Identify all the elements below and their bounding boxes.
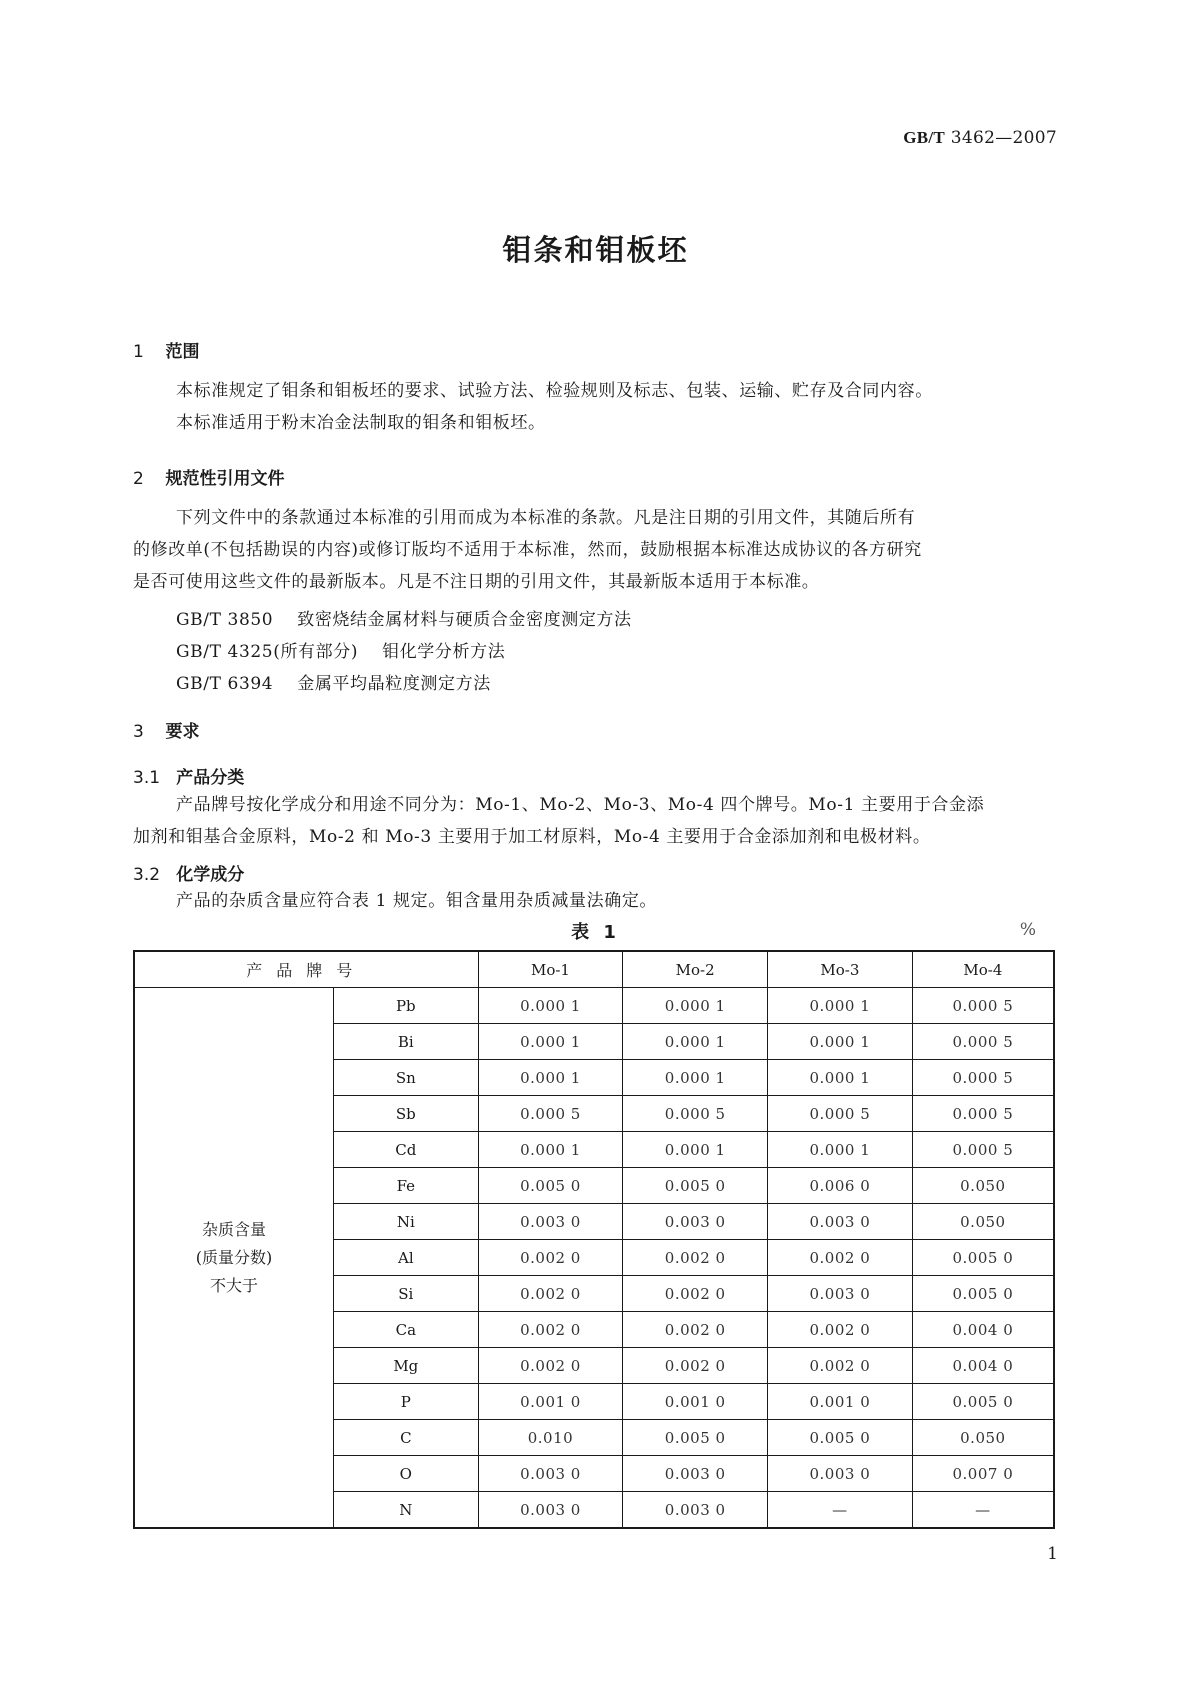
value-cell: 0.003 0 [623, 1456, 768, 1492]
reference-title: 钼化学分析方法 [382, 642, 506, 662]
value-cell: 0.002 0 [478, 1240, 623, 1276]
section-3-1-para-line-1: 产品牌号按化学成分和用途不同分为：Mo-1、Mo-2、Mo-3、Mo-4 四个牌号。Mo-1 主要用于合金添 [176, 795, 985, 815]
element-cell: Pb [333, 988, 478, 1024]
value-cell: 0.001 0 [623, 1384, 768, 1420]
value-cell: 0.000 1 [478, 1024, 623, 1060]
value-cell: 0.005 0 [623, 1168, 768, 1204]
reference-code: GB/T 6394 [176, 674, 274, 694]
value-cell: 0.002 0 [623, 1312, 768, 1348]
value-cell: 0.003 0 [623, 1204, 768, 1240]
value-cell: 0.000 1 [768, 1060, 913, 1096]
document-title: 钼条和钼板坯 [502, 233, 689, 267]
value-cell: 0.000 5 [768, 1096, 913, 1132]
section-title: 化学成分 [176, 865, 245, 885]
value-cell: 0.005 0 [478, 1168, 623, 1204]
value-cell: 0.002 0 [623, 1240, 768, 1276]
value-cell: 0.050 [912, 1420, 1054, 1456]
value-cell: 0.005 0 [912, 1276, 1054, 1312]
element-cell: Mg [333, 1348, 478, 1384]
value-cell: 0.003 0 [768, 1204, 913, 1240]
impurity-group-label [134, 988, 333, 1529]
reference-title: 致密烧结金属材料与硬质合金密度测定方法 [297, 610, 632, 630]
header-grade: Mo-4 [912, 951, 1054, 988]
value-cell: 0.000 5 [912, 1132, 1054, 1168]
value-cell: 0.005 0 [912, 1240, 1054, 1276]
section-2-para-line-1: 下列文件中的条款通过本标准的引用而成为本标准的条款。凡是注日期的引用文件，其随后所有 [176, 508, 916, 528]
value-cell: 0.000 1 [478, 1132, 623, 1168]
value-cell: 0.000 1 [768, 988, 913, 1024]
value-cell: 0.002 0 [478, 1312, 623, 1348]
section-2-heading [133, 464, 284, 489]
value-cell: 0.002 0 [623, 1276, 768, 1312]
value-cell: 0.002 0 [768, 1348, 913, 1384]
element-cell: Cd [333, 1132, 478, 1168]
value-cell: — [912, 1492, 1054, 1529]
section-number: 2 [133, 469, 144, 489]
value-cell: 0.000 1 [623, 988, 768, 1024]
value-cell: 0.003 0 [478, 1204, 623, 1240]
section-title: 范围 [165, 342, 200, 362]
value-cell: 0.001 0 [478, 1384, 623, 1420]
group-label-line: (质量分数) [195, 1247, 273, 1267]
element-cell: Fe [333, 1168, 478, 1204]
element-cell: Bi [333, 1024, 478, 1060]
value-cell: 0.000 5 [478, 1096, 623, 1132]
value-cell: 0.001 0 [768, 1384, 913, 1420]
impurity-table [133, 950, 1055, 1529]
standard-code [903, 128, 1057, 148]
section-number: 1 [133, 342, 144, 362]
element-cell: N [333, 1492, 478, 1529]
value-cell: 0.002 0 [623, 1348, 768, 1384]
element-cell: Ni [333, 1204, 478, 1240]
value-cell: 0.050 [912, 1204, 1054, 1240]
value-cell: 0.002 0 [478, 1276, 623, 1312]
reference-item [176, 669, 491, 694]
page-number: 1 [1047, 1544, 1058, 1564]
section-number: 3.2 [133, 865, 161, 885]
standard-code-prefix: GB/T [903, 128, 946, 147]
value-cell: 0.006 0 [768, 1168, 913, 1204]
reference-title: 金属平均晶粒度测定方法 [297, 674, 491, 694]
value-cell: 0.003 0 [623, 1492, 768, 1529]
section-number: 3 [133, 722, 144, 742]
table-row [134, 988, 1054, 1024]
value-cell: 0.007 0 [912, 1456, 1054, 1492]
group-label-line: 不大于 [209, 1275, 258, 1295]
section-3-1-heading [133, 763, 244, 788]
element-cell: Sb [333, 1096, 478, 1132]
section-3-heading [133, 717, 199, 742]
element-cell: C [333, 1420, 478, 1456]
section-1-para-1: 本标准规定了钼条和钼板坯的要求、试验方法、检验规则及标志、包装、运输、贮存及合同内容。 [176, 381, 933, 401]
value-cell: 0.000 5 [912, 1060, 1054, 1096]
value-cell: 0.000 5 [912, 988, 1054, 1024]
header-product-grade: 产品牌号 [134, 951, 478, 988]
value-cell: 0.050 [912, 1168, 1054, 1204]
table-unit: % [1019, 920, 1036, 940]
section-title: 产品分类 [176, 768, 245, 788]
value-cell: 0.000 1 [478, 1060, 623, 1096]
section-3-1-para-line-2: 加剂和钼基合金原料，Mo-2 和 Mo-3 主要用于加工材原料，Mo-4 主要用于合金添加剂和电极材料。 [133, 827, 931, 847]
header-grade: Mo-1 [478, 951, 623, 988]
element-cell: Al [333, 1240, 478, 1276]
value-cell: 0.000 1 [623, 1132, 768, 1168]
value-cell: 0.002 0 [768, 1240, 913, 1276]
value-cell: 0.000 5 [912, 1024, 1054, 1060]
header-grade: Mo-3 [768, 951, 913, 988]
section-number: 3.1 [133, 768, 161, 788]
header-grade: Mo-2 [623, 951, 768, 988]
reference-item [176, 637, 505, 662]
section-title: 规范性引用文件 [165, 469, 285, 489]
value-cell: 0.003 0 [768, 1276, 913, 1312]
value-cell: 0.004 0 [912, 1348, 1054, 1384]
reference-code: GB/T 4325(所有部分) [176, 642, 359, 662]
element-cell: Ca [333, 1312, 478, 1348]
value-cell: 0.010 [478, 1420, 623, 1456]
value-cell: 0.000 1 [623, 1060, 768, 1096]
value-cell: 0.000 1 [768, 1024, 913, 1060]
standard-code-number: 3462—2007 [945, 128, 1057, 148]
reference-code: GB/T 3850 [176, 610, 274, 630]
group-label-line: 杂质含量 [201, 1219, 266, 1239]
table-header-row [134, 951, 1054, 988]
section-2-para-line-3: 是否可使用这些文件的最新版本。凡是不注日期的引用文件，其最新版本适用于本标准。 [133, 572, 820, 592]
section-2-para-line-2: 的修改单(不包括勘误的内容)或修订版均不适用于本标准，然而，鼓励根据本标准达成协议的各方研究 [133, 540, 922, 560]
value-cell: 0.005 0 [768, 1420, 913, 1456]
section-title: 要求 [165, 722, 200, 742]
value-cell: 0.005 0 [623, 1420, 768, 1456]
value-cell: — [768, 1492, 913, 1529]
value-cell: 0.002 0 [768, 1312, 913, 1348]
section-3-2-para: 产品的杂质含量应符合表 1 规定。钼含量用杂质减量法确定。 [176, 891, 658, 911]
table-caption: 表 1 [571, 922, 620, 943]
value-cell: 0.000 5 [623, 1096, 768, 1132]
element-cell: O [333, 1456, 478, 1492]
value-cell: 0.003 0 [478, 1456, 623, 1492]
value-cell: 0.003 0 [768, 1456, 913, 1492]
element-cell: Sn [333, 1060, 478, 1096]
reference-item [176, 605, 632, 630]
value-cell: 0.002 0 [478, 1348, 623, 1384]
value-cell: 0.003 0 [478, 1492, 623, 1529]
value-cell: 0.000 5 [912, 1096, 1054, 1132]
value-cell: 0.000 1 [768, 1132, 913, 1168]
section-3-2-heading [133, 860, 244, 885]
section-1-para-2: 本标准适用于粉末冶金法制取的钼条和钼板坯。 [176, 413, 546, 433]
element-cell: P [333, 1384, 478, 1420]
value-cell: 0.000 1 [623, 1024, 768, 1060]
value-cell: 0.000 1 [478, 988, 623, 1024]
element-cell: Si [333, 1276, 478, 1312]
value-cell: 0.005 0 [912, 1384, 1054, 1420]
section-1-heading [133, 337, 199, 362]
value-cell: 0.004 0 [912, 1312, 1054, 1348]
